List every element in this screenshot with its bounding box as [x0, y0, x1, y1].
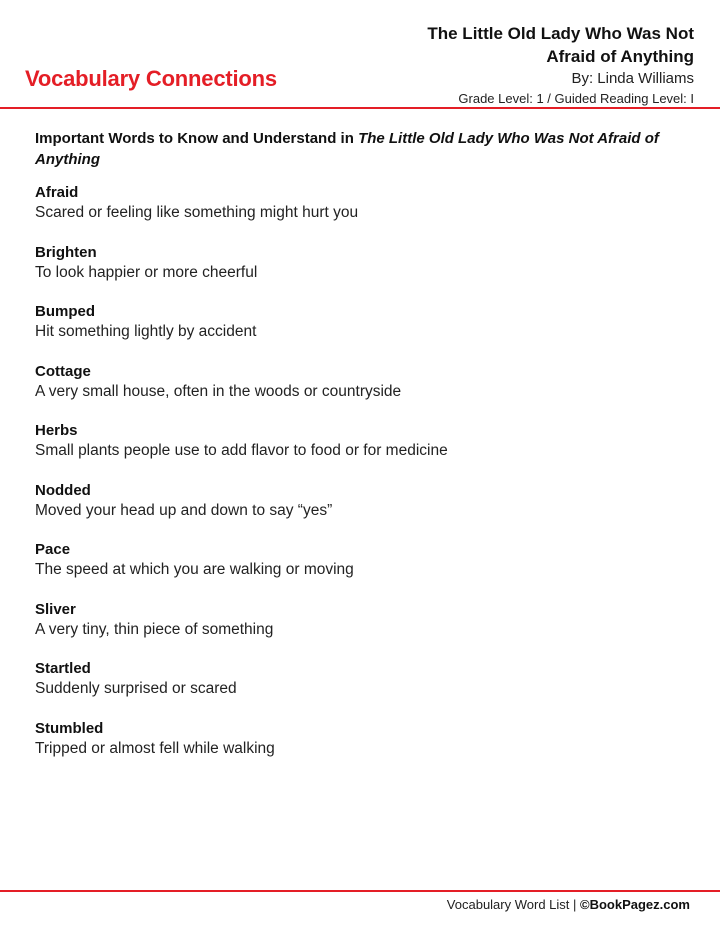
book-title-line-1: The Little Old Lady Who Was Not	[427, 24, 694, 43]
vocab-word: Bumped	[35, 303, 95, 320]
book-info	[334, 22, 694, 107]
vocab-definition: A very tiny, thin piece of something	[35, 620, 274, 638]
intro-heading	[35, 128, 675, 170]
vocab-word: Cottage	[35, 362, 91, 380]
vocab-definition: To look happier or more cheerful	[35, 263, 258, 281]
vocab-word: Herbs	[35, 422, 78, 439]
intro-book-title: The Little Old Lady Who Was Not Afraid of Anything	[35, 130, 659, 168]
vocab-entry	[35, 600, 675, 660]
footer-brand: ©BookPagez.com	[580, 897, 690, 912]
vocab-entry	[35, 302, 675, 362]
vocab-entry	[35, 183, 675, 243]
vocab-definition: Moved your head up and down to say “yes”	[35, 501, 333, 519]
vocabulary-list	[35, 183, 675, 778]
vocab-entry	[35, 481, 675, 541]
vocab-definition: Tripped or almost fell while walking	[35, 739, 275, 757]
vocab-word: Sliver	[35, 600, 76, 618]
page-header	[0, 0, 720, 108]
vocab-entry	[35, 719, 675, 779]
vocab-word: Stumbled	[35, 719, 104, 737]
book-title-line-2: Afraid of Anything	[546, 47, 694, 66]
vocab-definition: Suddenly surprised or scared	[35, 680, 237, 697]
vocab-definition: Scared or feeling like something might hurt you	[35, 204, 359, 221]
vocab-definition: A very small house, often in the woods or countryside	[35, 382, 402, 400]
vocab-definition: The speed at which you are walking or moving	[35, 561, 354, 578]
vocab-word: Nodded	[35, 481, 91, 499]
footer-divider	[0, 890, 720, 892]
book-author: By: Linda Williams	[571, 70, 694, 87]
vocab-entry	[35, 659, 675, 719]
vocab-definition: Small plants people use to add flavor to food or for medicine	[35, 442, 448, 459]
vocab-word: Brighten	[35, 243, 97, 261]
page-footer	[447, 897, 690, 912]
vocab-entry	[35, 540, 675, 600]
vocab-word: Startled	[35, 660, 91, 677]
reading-levels: Grade Level: 1 / Guided Reading Level: I	[458, 91, 694, 106]
vocab-entry	[35, 243, 675, 303]
intro-prefix: Important Words to Know and Understand in	[35, 130, 359, 147]
vocab-entry	[35, 362, 675, 422]
vocab-entry	[35, 421, 675, 481]
section-title: Vocabulary Connections	[25, 66, 277, 91]
vocab-definition: Hit something lightly by accident	[35, 323, 257, 340]
vocab-word: Pace	[35, 541, 71, 558]
header-divider	[0, 107, 720, 109]
footer-label: Vocabulary Word List |	[446, 897, 580, 912]
vocab-word: Afraid	[35, 184, 79, 201]
